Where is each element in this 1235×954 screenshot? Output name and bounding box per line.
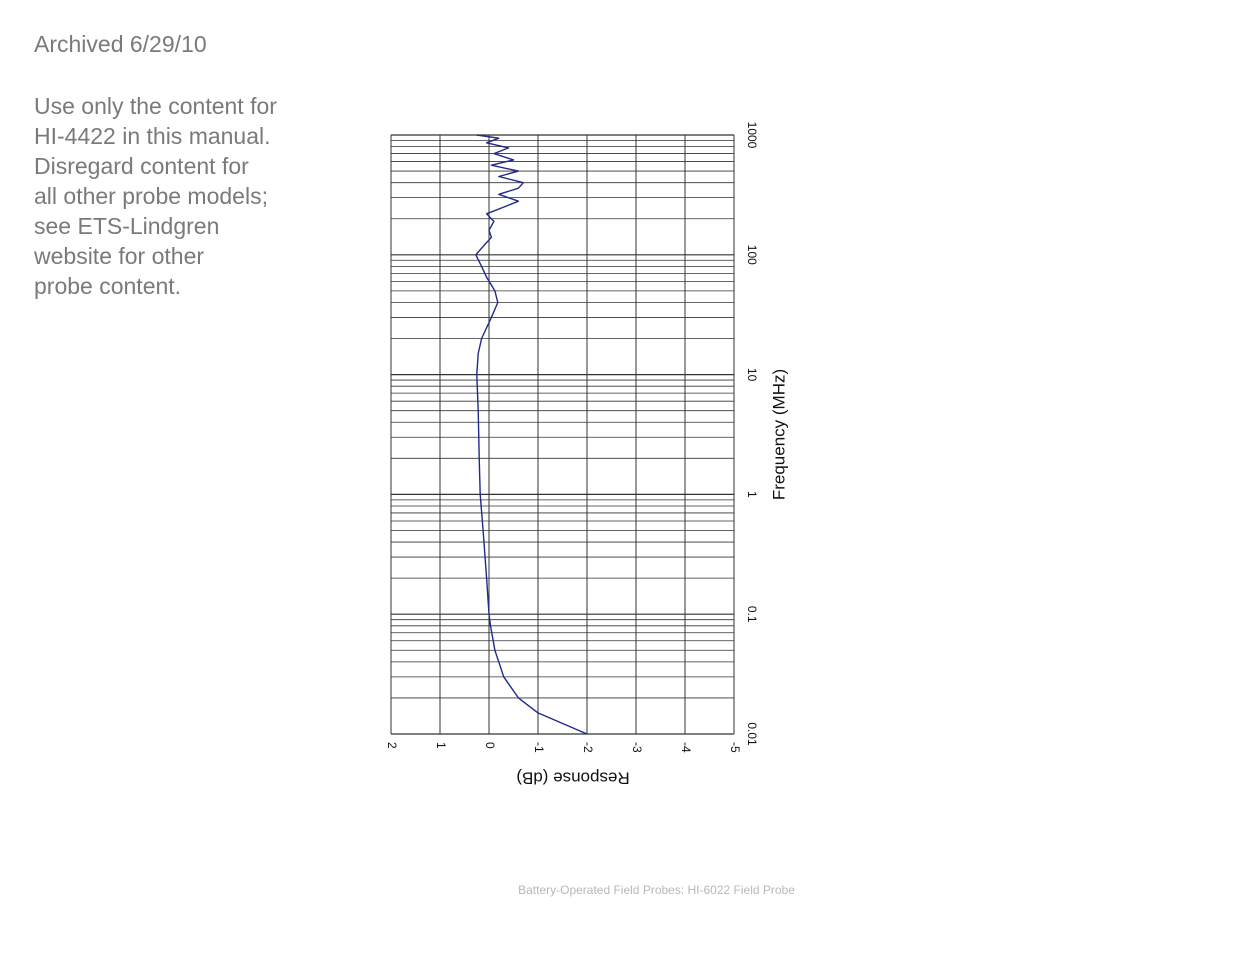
notice-line: Use only the content for <box>34 93 277 119</box>
response-tick-label: -1 <box>531 742 546 753</box>
chart-grid <box>391 135 734 734</box>
response-tick-label: -5 <box>727 742 742 753</box>
frequency-axis-title: Frequency (MHz) <box>769 368 789 501</box>
response-tick-label: -4 <box>678 742 693 753</box>
response-series-line <box>476 135 587 734</box>
archived-date: Archived 6/29/10 <box>34 31 207 57</box>
notice-line: probe content. <box>34 273 182 299</box>
frequency-tick-label: 0.01 <box>744 722 759 746</box>
frequency-tick-label: 0.1 <box>744 605 759 623</box>
frequency-tick-label: 100 <box>744 244 759 265</box>
notice-line: Disregard content for <box>34 153 249 179</box>
notice-line: HI-4422 in this manual. <box>34 123 271 149</box>
notice-line: website for other <box>34 243 205 269</box>
response-tick-label: 2 <box>384 742 399 749</box>
frequency-tick-label: 1 <box>744 491 759 498</box>
response-axis-title: Response (dB) <box>516 768 630 788</box>
response-tick-label: 1 <box>433 742 448 749</box>
frequency-tick-label: 10 <box>744 367 759 382</box>
frequency-tick-label: 1000 <box>744 121 759 149</box>
page-footer: Battery-Operated Field Probes: HI-6022 Field Probe <box>518 883 795 897</box>
chart-series <box>476 135 587 734</box>
notice-line: see ETS-Lindgren <box>34 213 220 239</box>
response-tick-label: 0 <box>482 742 497 749</box>
response-tick-label: -2 <box>580 742 595 753</box>
notice-line: all other probe models; <box>34 183 268 209</box>
response-tick-label: -3 <box>629 742 644 753</box>
